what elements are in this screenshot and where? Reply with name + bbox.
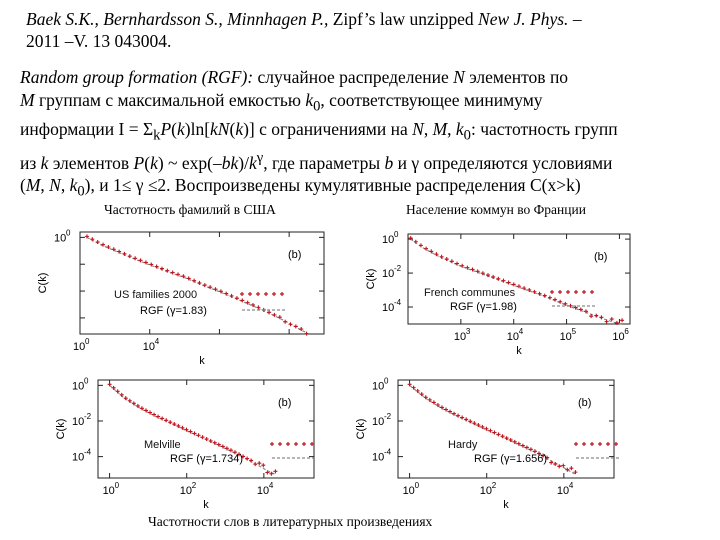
abstract-text: ( (20, 174, 26, 195)
abstract-text: , соответствующее минимуму (320, 89, 543, 110)
x-tick-base: 10 (179, 485, 192, 497)
chart-us-families (28, 222, 334, 374)
plot-frame (80, 232, 324, 334)
x-tick-base: 10 (102, 485, 115, 497)
data-point (464, 417, 468, 421)
abstract-sub: 0 (463, 127, 471, 143)
data-point (558, 300, 562, 304)
data-point (168, 420, 172, 424)
x-tick-exp: 0 (414, 481, 420, 490)
chart-french-communes (362, 226, 640, 356)
data-point (160, 267, 164, 271)
data-point (283, 320, 287, 324)
legend-data-marker (590, 290, 594, 294)
x-tick-exp: 2 (191, 481, 197, 490)
x-tick-exp: 0 (85, 337, 90, 346)
data-point (419, 243, 423, 247)
y-tick-exp: 0 (394, 230, 399, 240)
abstract-text: )] с ограничениями на (243, 118, 413, 139)
y-tick-base: 10 (72, 415, 85, 428)
reference-dash: – (572, 9, 582, 29)
abstract (20, 66, 718, 203)
legend-model-label (450, 301, 517, 313)
data-point (273, 469, 277, 473)
abstract-text: )/ (238, 152, 249, 173)
data-point (197, 433, 201, 437)
caption-french-communes: Население коммун во Франции (406, 202, 586, 217)
data-point (257, 461, 261, 465)
y-tick-base: 10 (382, 268, 395, 281)
y-tick-base: 10 (372, 380, 385, 393)
y-axis-label: C(k) (37, 272, 49, 294)
abstract-var: k (305, 89, 314, 110)
x-tick-exp: 4 (568, 481, 574, 490)
y-tick-exp: 0 (66, 228, 71, 238)
data-point (205, 437, 209, 441)
legend-data-marker (248, 292, 252, 296)
legend-model-label (140, 305, 207, 317)
y-tick-exp: -2 (84, 411, 92, 421)
legend-data-marker (310, 442, 314, 446)
caption-us-families: Частотность фамилий в США (104, 202, 276, 217)
plot-frame (408, 234, 630, 324)
abstract-text: группам с максимальной емкостью (34, 89, 306, 110)
data-point (253, 462, 257, 466)
data-point (501, 279, 505, 283)
x-tick-base: 10 (559, 331, 572, 343)
legend-model-label (474, 453, 547, 465)
y-tick-base: 10 (54, 232, 67, 245)
x-tick-exp: 4 (154, 337, 160, 346)
y-tick-base: 10 (372, 415, 385, 428)
data-point (101, 243, 105, 247)
data-point (245, 456, 249, 460)
abstract-var: P (160, 118, 172, 139)
data-point (456, 414, 460, 418)
abstract-var: k (176, 118, 185, 139)
abstract-text: )ln[ (184, 118, 211, 139)
data-point (450, 259, 454, 263)
legend-data-label: Hardy (448, 439, 478, 451)
data-point (160, 416, 164, 420)
panel-label: (b) (288, 249, 302, 261)
abstract-var: k (150, 152, 158, 173)
data-point (197, 281, 201, 285)
data-point (620, 318, 624, 322)
y-tick-base: 10 (72, 380, 85, 393)
abstract-var: k (69, 174, 78, 195)
abstract-var: N (49, 174, 61, 195)
legend-model-prefix: RGF ( (474, 453, 504, 465)
x-tick-base: 10 (73, 341, 86, 353)
legend-data-marker (566, 290, 570, 294)
abstract-rgf-label: Random group formation (RGF): (20, 67, 254, 87)
abstract-text: : частотность групп (470, 118, 618, 139)
abstract-text: , (447, 118, 456, 139)
x-tick-base: 10 (402, 485, 415, 497)
data-point (289, 322, 293, 326)
data-point (201, 435, 205, 439)
legend-model-prefix: RGF ( (170, 453, 200, 465)
legend-data-label: French communes (424, 287, 516, 299)
data-point (203, 283, 207, 287)
x-tick-base: 10 (256, 485, 270, 497)
legend-model-gamma: γ (503, 453, 510, 465)
data-point (269, 472, 273, 476)
data-point (553, 462, 557, 466)
abstract-text: , где параметры (263, 152, 385, 173)
x-tick-exp: 5 (571, 327, 577, 336)
legend-model-gamma: γ (199, 453, 206, 465)
legend-data-marker (582, 442, 586, 446)
y-tick-base: 10 (372, 451, 385, 464)
abstract-text: ), и 1≤ γ ≤2. Воспроизведены кумулятивные распределения C(x>k) (84, 174, 581, 195)
abstract-sub: 0 (77, 183, 85, 200)
data-point (497, 432, 501, 436)
data-point (605, 320, 609, 324)
y-tick-exp: -4 (394, 298, 402, 308)
data-point (294, 324, 298, 328)
legend-data-marker (286, 442, 290, 446)
legend-model-gamma: γ (169, 305, 176, 317)
chart-hardy (355, 372, 624, 511)
data-point (133, 256, 137, 260)
legend-model-value: =1.98) (485, 301, 517, 313)
abstract-text: ) ~ exp(– (157, 152, 222, 173)
legend-data-marker (294, 442, 298, 446)
data-point (165, 269, 169, 273)
y-tick-base: 10 (382, 234, 395, 247)
reference-authors: Baek S.K., Bernhardsson S., Minnhagen P. (26, 9, 324, 29)
legend-data-marker (582, 290, 586, 294)
abstract-var: k (455, 118, 464, 139)
legend-model-prefix: RGF ( (140, 305, 170, 317)
y-tick-exp: -4 (84, 447, 92, 457)
legend-data-label: US families 2000 (114, 289, 198, 301)
x-axis-label: k (199, 355, 205, 367)
abstract-var: k (40, 152, 49, 173)
legend-model-value: =1.83) (175, 305, 207, 317)
legend-data-marker (272, 292, 276, 296)
data-point (96, 240, 100, 244)
legend-data-marker (278, 442, 282, 446)
abstract-text: элементов по (464, 67, 569, 87)
data-point (267, 310, 271, 314)
x-tick-base: 10 (453, 331, 467, 343)
data-point (496, 277, 500, 281)
y-axis-label: C(k) (55, 418, 67, 440)
x-tick-exp: 0 (114, 481, 120, 490)
data-point (452, 412, 456, 416)
abstract-sub: k (153, 127, 161, 143)
y-tick-exp: 0 (384, 376, 389, 386)
y-tick-base: 10 (382, 302, 395, 315)
legend-model-label (170, 453, 243, 465)
abstract-var: N (412, 118, 424, 139)
panel-label: (b) (278, 397, 292, 409)
legend-model-gamma: γ (479, 301, 486, 313)
chart-melville (55, 372, 324, 511)
abstract-var: kN (210, 118, 230, 139)
legend-data-marker (598, 442, 602, 446)
data-point (305, 332, 309, 336)
data-point (553, 298, 557, 302)
legend-model-value: =1.734) (205, 453, 244, 465)
data-point (164, 418, 168, 422)
data-point (599, 315, 603, 319)
abstract-sup: γ (256, 149, 264, 166)
reference-details: 2011 –V. 13 043004. (26, 31, 172, 51)
data-point (594, 314, 598, 318)
data-point (272, 313, 276, 317)
abstract-text: информации I = Σ (20, 118, 154, 139)
x-tick-base: 10 (556, 485, 570, 497)
legend-data-marker (558, 290, 562, 294)
x-tick-exp: 4 (268, 481, 274, 490)
data-point (455, 262, 459, 266)
data-point (491, 275, 495, 279)
data-point (128, 254, 132, 258)
data-point (445, 257, 449, 261)
panel-label: (b) (594, 251, 608, 263)
abstract-text: элементов (48, 152, 134, 173)
data-point (240, 298, 244, 302)
abstract-text: и γ определяются условиями (393, 152, 613, 173)
x-tick-base: 10 (479, 485, 492, 497)
data-point (557, 464, 561, 468)
data-point (493, 430, 497, 434)
data-point (208, 285, 212, 289)
panel-label: (b) (578, 397, 592, 409)
legend-data-marker (270, 442, 274, 446)
abstract-text: ( (229, 118, 236, 139)
caption-literary-words: Частотности слов в литературных произведениях (148, 514, 433, 529)
x-tick-exp: 6 (624, 327, 629, 336)
y-axis-label: C(k) (365, 268, 377, 290)
abstract-text: , (40, 174, 50, 195)
y-tick-exp: -2 (384, 411, 392, 421)
legend-data-marker (264, 292, 268, 296)
data-point (569, 466, 573, 470)
x-tick-exp: 4 (518, 327, 524, 336)
legend-data-marker (614, 442, 618, 446)
x-tick-exp: 2 (491, 481, 497, 490)
abstract-text: , (60, 174, 70, 195)
data-point (561, 464, 565, 468)
data-point (171, 271, 175, 275)
y-tick-exp: 0 (84, 376, 89, 386)
x-tick-base: 10 (612, 331, 625, 343)
legend-model-prefix: RGF ( (450, 301, 480, 313)
abstract-sub: 0 (313, 98, 321, 114)
data-point (235, 296, 239, 300)
legend-data-marker (574, 290, 578, 294)
legend-model-value: =1.656) (509, 453, 548, 465)
y-tick-exp: -2 (394, 264, 402, 274)
abstract-var: bk (221, 152, 239, 173)
abstract-var: M (432, 118, 448, 139)
legend-data-marker (256, 292, 260, 296)
reference-title: Zipf’s law unzipped (332, 9, 474, 29)
y-axis-label: C(k) (355, 418, 367, 440)
abstract-text: , (423, 118, 433, 139)
data-point (261, 463, 265, 467)
abstract-text: ( (144, 152, 151, 173)
x-tick-base: 10 (506, 331, 519, 343)
y-tick-base: 10 (72, 451, 85, 464)
x-axis-label: k (503, 499, 509, 511)
data-point (460, 416, 464, 420)
reference-journal: New J. Phys. (478, 9, 569, 29)
data-point (120, 393, 124, 397)
abstract-var: k (248, 152, 257, 173)
data-point (507, 281, 511, 285)
x-axis-label: k (516, 345, 522, 357)
legend-data-marker (606, 442, 610, 446)
legend-data-marker (240, 292, 244, 296)
reference: Baek S.K., Bernhardsson S., Minnhagen P., Zipf’s law unzipped New J. Phys. – 2011 –V. 13 043004. (26, 9, 582, 51)
abstract-text: случайное распределение (253, 67, 454, 87)
abstract-text: ( (171, 118, 177, 139)
abstract-var: b (384, 152, 394, 173)
legend-data-marker (590, 442, 594, 446)
abstract-var: k (235, 118, 244, 139)
data-point (529, 447, 533, 451)
legend-data-marker (574, 442, 578, 446)
data-point (548, 296, 552, 300)
abstract-var: M (25, 174, 41, 195)
legend-data-label: Melville (144, 439, 181, 451)
x-tick-exp: 3 (465, 327, 471, 336)
legend-data-marker (280, 292, 284, 296)
x-axis-label: k (203, 499, 209, 511)
x-tick-base: 10 (142, 341, 155, 353)
abstract-var: P (133, 152, 145, 173)
abstract-var: N (453, 67, 465, 87)
abstract-text: из (20, 152, 41, 173)
y-tick-exp: -4 (384, 447, 392, 457)
data-point (501, 434, 505, 438)
legend-data-marker (550, 290, 554, 294)
abstract-var: M (20, 89, 35, 110)
legend-data-marker (302, 442, 306, 446)
